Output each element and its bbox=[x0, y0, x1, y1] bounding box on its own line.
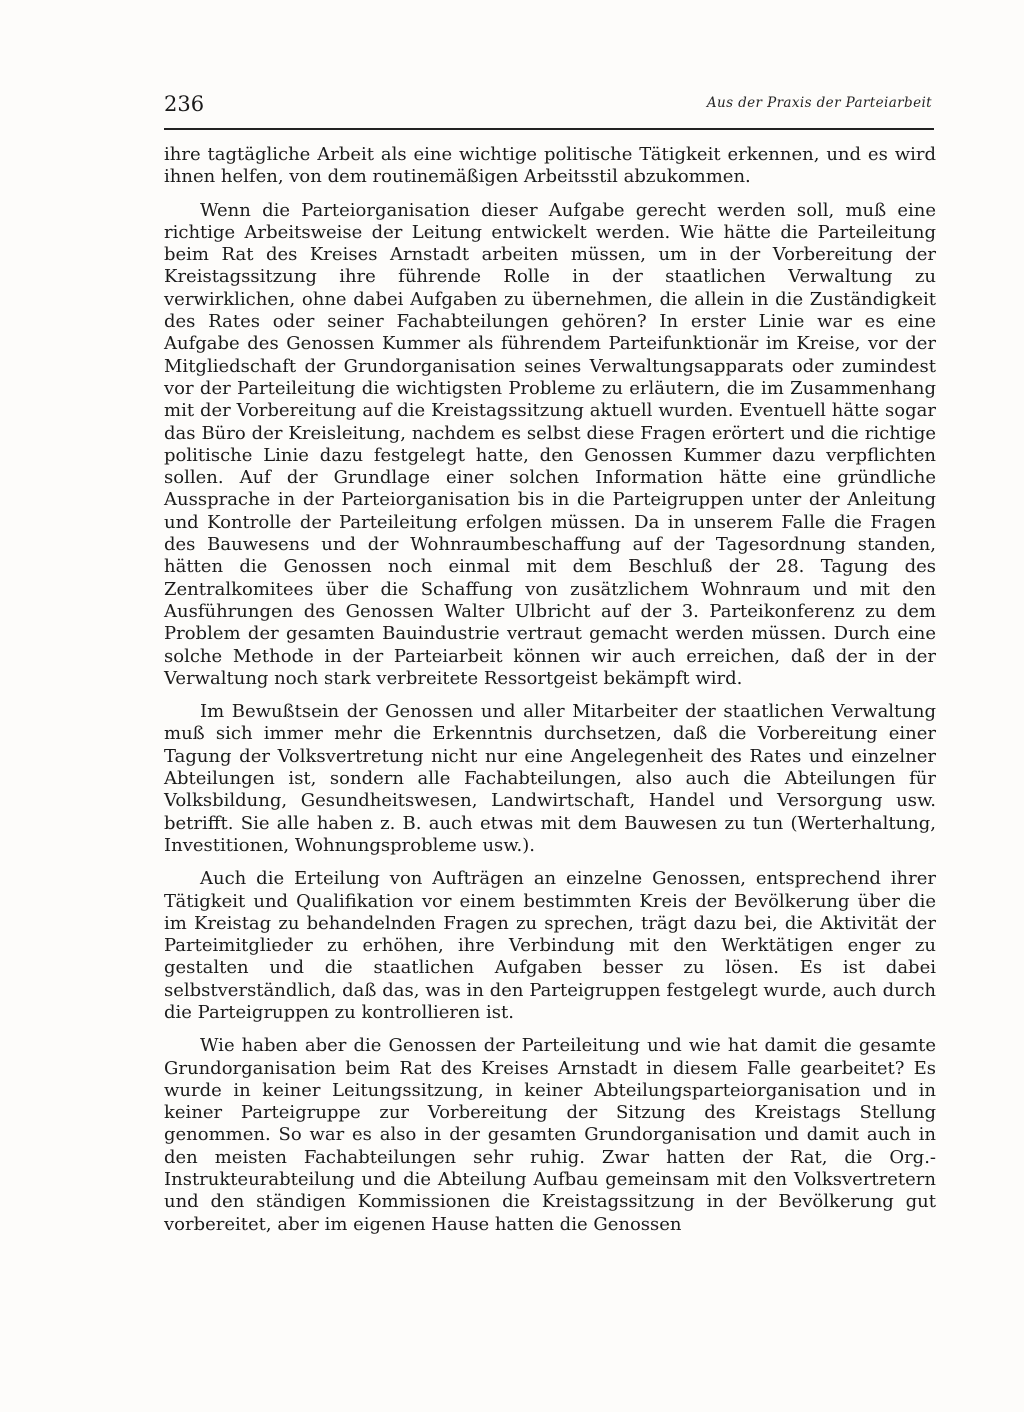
page-header bbox=[164, 92, 934, 130]
paragraph-2: Wenn die Parteiorganisation dieser Aufgabe gerecht werden soll, muß eine richtige Arbeitsweise der Leitung entwickelt werden. Wie hätte die Parteileitung beim Rat des Kreises Arnstadt arbeiten müssen, um in der Vorbereitung der Kreistagssitzung ihre führende Rolle in der staatlichen Verwaltung zu verwirklichen, ohne dabei Aufgaben zu übernehmen, die allein in die Zuständigkeit des Rates oder seiner Fachabteilungen gehören? In erster Linie war es eine Aufgabe des Genossen Kummer als führendem Parteifunktionär im Kreise, vor der Mitgliedschaft der Grundorganisation seines Verwaltungsapparats oder zumindest vor der Parteileitung die wichtigsten Probleme zu erläutern, die im Zusammenhang mit der Vorbereitung auf die Kreistagssitzung aktuell wurden. Eventuell hätte sogar das Büro der Kreisleitung, nachdem es selbst diese Fragen erörtert und die richtige politische Linie dazu festgelegt hatte, den Genossen Kummer dazu verpflichten sollen. Auf der Grundlage einer solchen Information hätte eine gründliche Aussprache in der Parteiorganisation bis in die Parteigruppen unter der Anleitung und Kontrolle der Parteileitung erfolgen müssen. Da in unserem Falle die Fragen des Bauwesens und der Wohnraumbeschaffung auf der Tagesordnung standen, hätten die Genossen noch einmal mit dem Beschluß der 28. Tagung des Zentralkomitees über die Schaffung von zusätzlichem Wohnraum und mit den Ausführungen des Genossen Walter Ulbricht auf der 3. Parteikonferenz zu dem Problem der gesamten Bauindustrie vertraut gemacht werden müssen. Durch eine solche Methode in der Parteiarbeit können wir auch erreichen, daß der in der Verwaltung noch stark verbreitete Ressortgeist bekämpft wird. bbox=[164, 199, 936, 689]
page-number: 236 bbox=[164, 92, 205, 116]
paragraph-4: Auch die Erteilung von Aufträgen an einzelne Genossen, entsprechend ihrer Tätigkeit und Qualifikation vor einem bestimmten Kreis der Bevölkerung über die im Kreistag zu behandelnden Fragen zu sprechen, trägt dazu bei, die Aktivität der Parteimitglieder zu erhöhen, ihre Verbindung mit den Werktätigen enger zu gestalten und die staatlichen Aufgaben besser zu lösen. Es ist dabei selbstverständlich, daß das, was in den Parteigruppen festgelegt wurde, auch durch die Parteigruppen zu kontrollieren ist. bbox=[164, 868, 936, 1023]
paragraph-5: Wie haben aber die Genossen der Parteileitung und wie hat damit die gesamte Grundorganisation beim Rat des Kreises Arnstadt in diesem Falle gearbeitet? Es wurde in keiner Leitungssitzung, in keiner Abteilungsparteiorganisation und in keiner Parteigruppe zur Vorbereitung der Sitzung des Kreistags Stellung genommen. So war es also in der gesamten Grundorganisation und damit auch in den meisten Fachabteilungen sehr ruhig. Zwar hatten der Rat, die Org.-Instrukteurabteilung und die Abteilung Aufbau gemeinsam mit den Volksvertretern und den ständigen Kommissionen die Kreistagssitzung in der Bevölkerung gut vorbereitet, aber im eigenen Hause hatten die Genossen bbox=[164, 1035, 936, 1235]
body-text bbox=[164, 144, 936, 1247]
paragraph-1: ihre tagtägliche Arbeit als eine wichtige politische Tätigkeit erkennen, und es wird ihnen helfen, von dem routinemäßigen Arbeitsstil abzukommen. bbox=[164, 144, 936, 188]
running-title: Aus der Praxis der Parteiarbeit bbox=[706, 95, 932, 111]
paragraph-3: Im Bewußtsein der Genossen und aller Mitarbeiter der staatlichen Verwaltung muß sich immer mehr die Erkenntnis durchsetzen, daß die Vorbereitung einer Tagung der Volksvertretung nicht nur eine Angelegenheit des Rates und einzelner Abteilungen ist, sondern alle Fachabteilungen, also auch die Abteilungen für Volksbildung, Gesundheitswesen, Landwirtschaft, Handel und Versorgung usw. betrifft. Sie alle haben z. B. auch etwas mit dem Bauwesen zu tun (Werterhaltung, Investitionen, Wohnungsprobleme usw.). bbox=[164, 701, 936, 856]
